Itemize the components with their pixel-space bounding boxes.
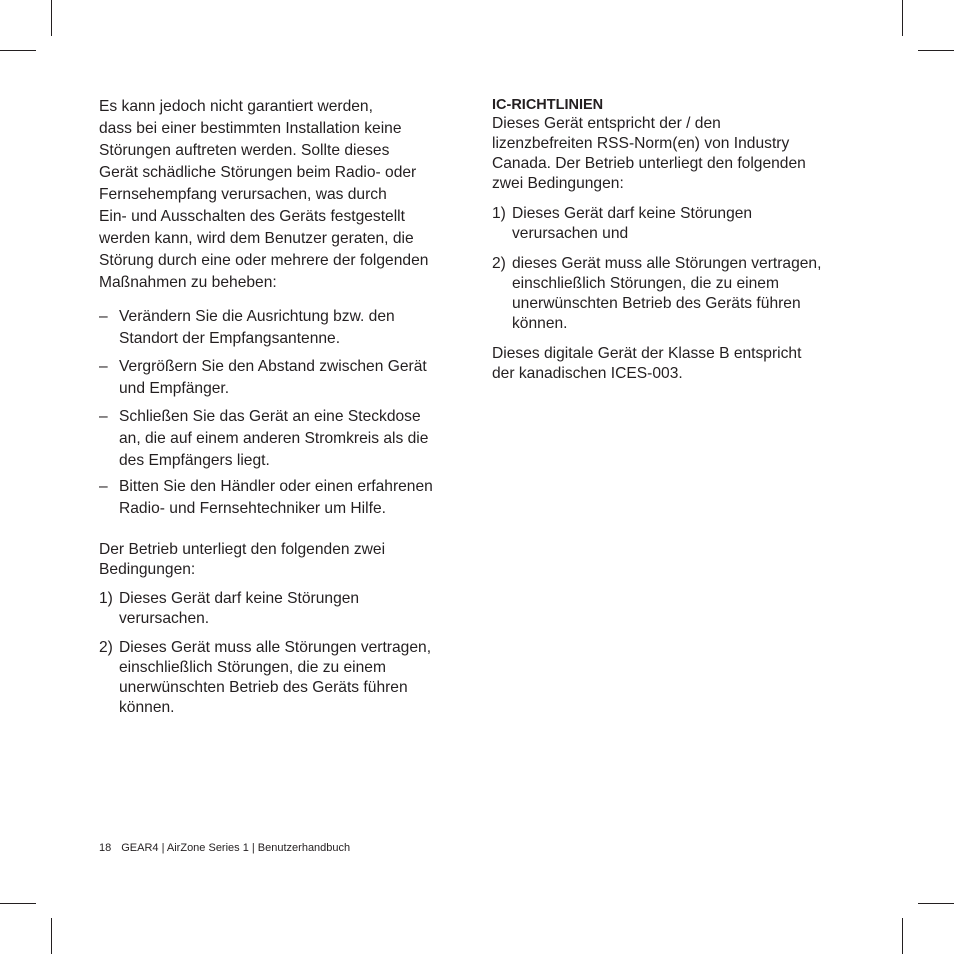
crop-mark-bottom-left-horizontal	[0, 903, 36, 904]
text-line: Dieses Gerät darf keine Störungen	[512, 205, 753, 222]
crop-mark-top-left-horizontal	[0, 50, 36, 51]
text-line: einschließlich Störungen, die zu einem	[512, 275, 779, 292]
text-line: Störungen auftreten werden. Sollte dieses	[99, 142, 390, 159]
measure-item	[99, 476, 469, 520]
intro-paragraph	[99, 96, 469, 294]
text-line: der kanadischen ICES-003.	[492, 365, 683, 382]
footer-text: GEAR4 | AirZone Series 1 | Benutzerhandbuch	[121, 842, 351, 854]
text-line: können.	[119, 699, 175, 716]
text-line: an, die auf einem anderen Stromkreis als die	[119, 430, 429, 447]
right-column	[492, 96, 862, 384]
dash-marker: –	[99, 308, 108, 325]
text-line: Bedingungen:	[99, 561, 196, 578]
text-line: dass bei einer bestimmten Installation keine	[99, 120, 402, 137]
text-line: unerwünschten Betrieb des Geräts führen	[119, 679, 408, 696]
page-footer	[99, 842, 350, 854]
text-line: Schließen Sie das Gerät an eine Steckdose	[119, 408, 421, 425]
crop-mark-top-left-vertical	[51, 0, 52, 36]
text-line: zwei Bedingungen:	[492, 175, 624, 192]
text-line: einschließlich Störungen, die zu einem	[119, 659, 386, 676]
condition-item	[492, 204, 862, 244]
text-line: verursachen und	[512, 225, 629, 242]
number-marker: 1)	[99, 590, 113, 607]
condition-item	[492, 254, 862, 334]
text-line: Gerät schädliche Störungen beim Radio- oder	[99, 164, 417, 181]
dash-marker: –	[99, 358, 108, 375]
text-line: Störung durch eine oder mehrere der folgenden	[99, 252, 429, 269]
text-line: Ein- und Ausschalten des Geräts festgestellt	[99, 208, 405, 225]
text-line: Radio- und Fernsehtechniker um Hilfe.	[119, 500, 386, 517]
text-line: Verändern Sie die Ausrichtung bzw. den	[119, 308, 395, 325]
text-line: Bitten Sie den Händler oder einen erfahrenen	[119, 478, 433, 495]
text-line: lizenzbefreiten RSS-Norm(en) von Industry	[492, 135, 790, 152]
text-line: Maßnahmen zu beheben:	[99, 274, 277, 291]
crop-mark-bottom-right-vertical	[902, 918, 903, 954]
measure-item	[99, 306, 469, 350]
crop-mark-bottom-left-vertical	[51, 918, 52, 954]
crop-mark-bottom-right-horizontal	[918, 903, 954, 904]
text-line: Dieses Gerät darf keine Störungen	[119, 590, 360, 607]
text-line: Dieses digitale Gerät der Klasse B entspricht	[492, 345, 802, 362]
condition-item	[99, 589, 469, 629]
text-line: und Empfänger.	[119, 380, 230, 397]
condition-item	[99, 638, 469, 718]
text-line: verursachen.	[119, 610, 210, 627]
page-number: 18	[99, 842, 112, 854]
text-line: dieses Gerät muss alle Störungen vertragen,	[512, 255, 822, 272]
text-line: unerwünschten Betrieb des Geräts führen	[512, 295, 801, 312]
conditions-intro	[99, 540, 469, 580]
text-line: des Empfängers liegt.	[119, 452, 270, 469]
closing-paragraph	[492, 344, 862, 384]
ic-intro-paragraph	[492, 114, 862, 194]
text-line: Vergrößern Sie den Abstand zwischen Gerät	[119, 358, 427, 375]
number-marker: 2)	[492, 255, 506, 272]
text-line: Standort der Empfangsantenne.	[119, 330, 341, 347]
text-line: werden kann, wird dem Benutzer geraten, die	[99, 230, 414, 247]
left-column	[99, 96, 469, 718]
measure-item	[99, 356, 469, 400]
dash-marker: –	[99, 478, 108, 495]
crop-mark-top-right-vertical	[902, 0, 903, 36]
text-line: Canada. Der Betrieb unterliegt den folgenden	[492, 155, 806, 172]
text-line: Dieses Gerät muss alle Störungen vertragen,	[119, 639, 432, 656]
text-line: Fernsehempfang verursachen, was durch	[99, 186, 387, 203]
text-line: können.	[512, 315, 568, 332]
crop-mark-top-right-horizontal	[918, 50, 954, 51]
section-heading: IC-RICHTLINIEN	[492, 97, 604, 113]
text-line: Es kann jedoch nicht garantiert werden,	[99, 98, 373, 115]
number-marker: 2)	[99, 639, 113, 656]
measure-item	[99, 406, 469, 472]
text-line: Dieses Gerät entspricht der / den	[492, 115, 721, 132]
dash-marker: –	[99, 408, 108, 425]
text-line: Der Betrieb unterliegt den folgenden zwei	[99, 541, 386, 558]
number-marker: 1)	[492, 205, 506, 222]
